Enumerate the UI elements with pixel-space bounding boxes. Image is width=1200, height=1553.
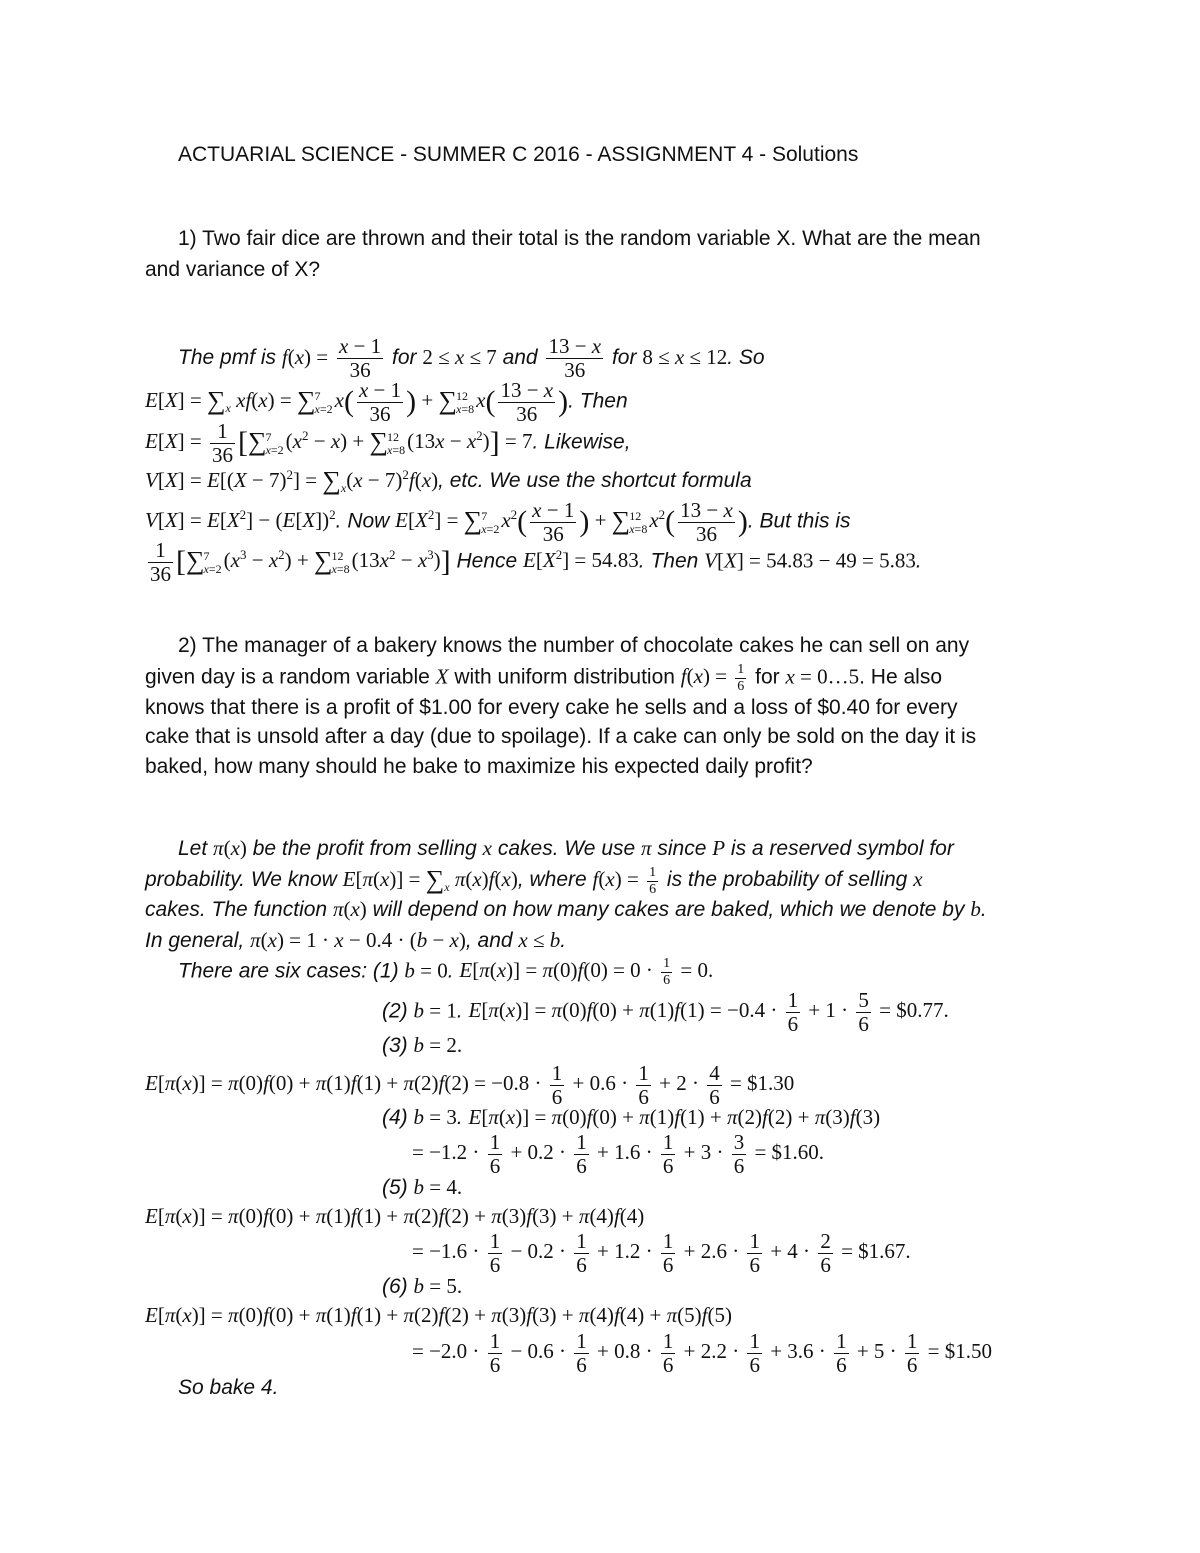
case-5-value: = −1.6 · $\frac{1}{6}$ − 0.2 · $\frac{1}{6}$ + 1.2 · $\frac{1}{6}$ + 2.6 · $\frac{1}{6}$ + 4 · $\frac{2}{6}$ = $1.67. [412, 1229, 911, 1277]
case-3-header: (3) b = 2. [382, 1033, 463, 1057]
solution-1-line-6: $\frac{1}{36}$ [∑ 7 x=2 $(x^3 - x^2)$ + ∑ 12 x=8 $(13x^2 - x^3)$] Hence $E[X^2] = 54.83$. Then V[X] = 54.83 − 49 = 5.83. [150, 538, 922, 586]
question-2-line-4: cake that is unsold after a day (due to spoilage). If a cake can only be sold on the day it is [145, 725, 977, 748]
solution-2-line-4: In general, π(x) = 1 · x − 0.4 · (b − x), and x ≤ b. [145, 928, 567, 952]
case-6-header: (6) b = 5. [382, 1274, 463, 1298]
solution-1-line-1: The pmf is f(x) = $\frac{x - 1}{36}$ for 2 ≤ x ≤ 7 and $\frac{13 - x}{36}$ for 8 ≤ x ≤ 12. So [178, 334, 765, 382]
question-2-line-3: knows that there is a profit of $1.00 for every cake he sells and a loss of $0.40 for every [145, 696, 958, 719]
case-6-expectation: E[π(x)] = π(0)f(0) + π(1)f(1) + π(2)f(2) + π(3)f(3) + π(4)f(4) + π(5)f(5) [145, 1303, 732, 1327]
page-title: ACTUARIAL SCIENCE - SUMMER C 2016 - ASSIGNMENT 4 - Solutions [178, 143, 859, 166]
solution-1-line-2: $E[X] = \sum_x$ xf(x) = ∑ 7 x=2 x( $\frac{x - 1}{36}$ ) + ∑ 12 x=8 x( $\frac{13 - x}{36}$ ). Then [145, 378, 628, 426]
case-3-expectation: E[π(x)] = π(0)f(0) + π(1)f(1) + π(2)f(2) = −0.8 · $\frac{1}{6}$ + 0.6 · $\frac{1}{6}$ + 2 · $\frac{4}{6}$ = $1.30 [145, 1061, 795, 1109]
case-2: (2) b = 1. E[π(x)] = π(0)f(0) + π(1)f(1) = −0.4 · $\frac{1}{6}$ + 1 · $\frac{5}{6}$ = $0.77. [382, 988, 949, 1036]
solution-2-line-1: Let π(x) be the profit from selling x cakes. We use π since P is a reserved symbol for [178, 836, 954, 860]
case-5-expectation: E[π(x)] = π(0)f(0) + π(1)f(1) + π(2)f(2) + π(3)f(3) + π(4)f(4) [145, 1204, 645, 1228]
solution-2-line-3: cakes. The function π(x) will depend on how many cakes are baked, which we denote by b. [145, 897, 987, 921]
solution-1-line-3: E[X] = $\frac{1}{36}$ [∑ 7 x=2 $(x^2 - x)$ + ∑ 12 x=8 $(13x - x^2)] = 7$. Likewise, [145, 419, 631, 467]
case-5-header: (5) b = 4. [382, 1175, 463, 1199]
case-1: There are six cases: (1) b = 0. E[π(x)] = π(0)f(0) = 0 · $\frac{1}{6}$ = 0. [178, 956, 714, 988]
solution-1-line-4: $V[X] = E[(X - 7)^2] = \sum_x(x - 7)^2f(x)$, etc. We use the shortcut formula [145, 466, 752, 496]
question-1-line-1: 1) Two fair dice are thrown and their total is the random variable X. What are the mean [178, 227, 981, 250]
conclusion: So bake 4. [178, 1376, 279, 1399]
question-2-line-5: baked, how many should he bake to maximize his expected daily profit? [145, 755, 813, 778]
solution-2-line-2: probability. We know $E[\pi(x)] = \sum_x$ π(x)f(x), where f(x) = $\frac{1}{6}$ is the probability of selling x [145, 864, 923, 897]
question-1-line-2: and variance of X? [145, 258, 321, 281]
case-4-header: (4) b = 3. E[π(x)] = π(0)f(0) + π(1)f(1) + π(2)f(2) + π(3)f(3) [382, 1105, 881, 1129]
solution-1-line-5: $V[X] = E[X^2] - (E[X])^2$. Now $E[X^2]$ = ∑ 7 x=2 $x^2$( $\frac{x - 1}{36}$ ) + ∑ 12 x=8 $x^2$( $\frac{13 - x}{36}$ ). But this is [145, 498, 851, 546]
case-4-value: = −1.2 · $\frac{1}{6}$ + 0.2 · $\frac{1}{6}$ + 1.6 · $\frac{1}{6}$ + 3 · $\frac{3}{6}$ = $1.60. [412, 1130, 825, 1178]
question-2-line-1: 2) The manager of a bakery knows the number of chocolate cakes he can sell on any [178, 634, 970, 657]
question-2-line-2: given day is a random variable X with uniform distribution f(x) = $\frac{1}{6}$ for x = 0…5. He also [145, 662, 943, 694]
case-6-value: = −2.0 · $\frac{1}{6}$ − 0.6 · $\frac{1}{6}$ + 0.8 · $\frac{1}{6}$ + 2.2 · $\frac{1}{6}$ + 3.6 · $\frac{1}{6}$ + 5 · $\frac{1}{6}$ = $1.50 [412, 1329, 992, 1377]
